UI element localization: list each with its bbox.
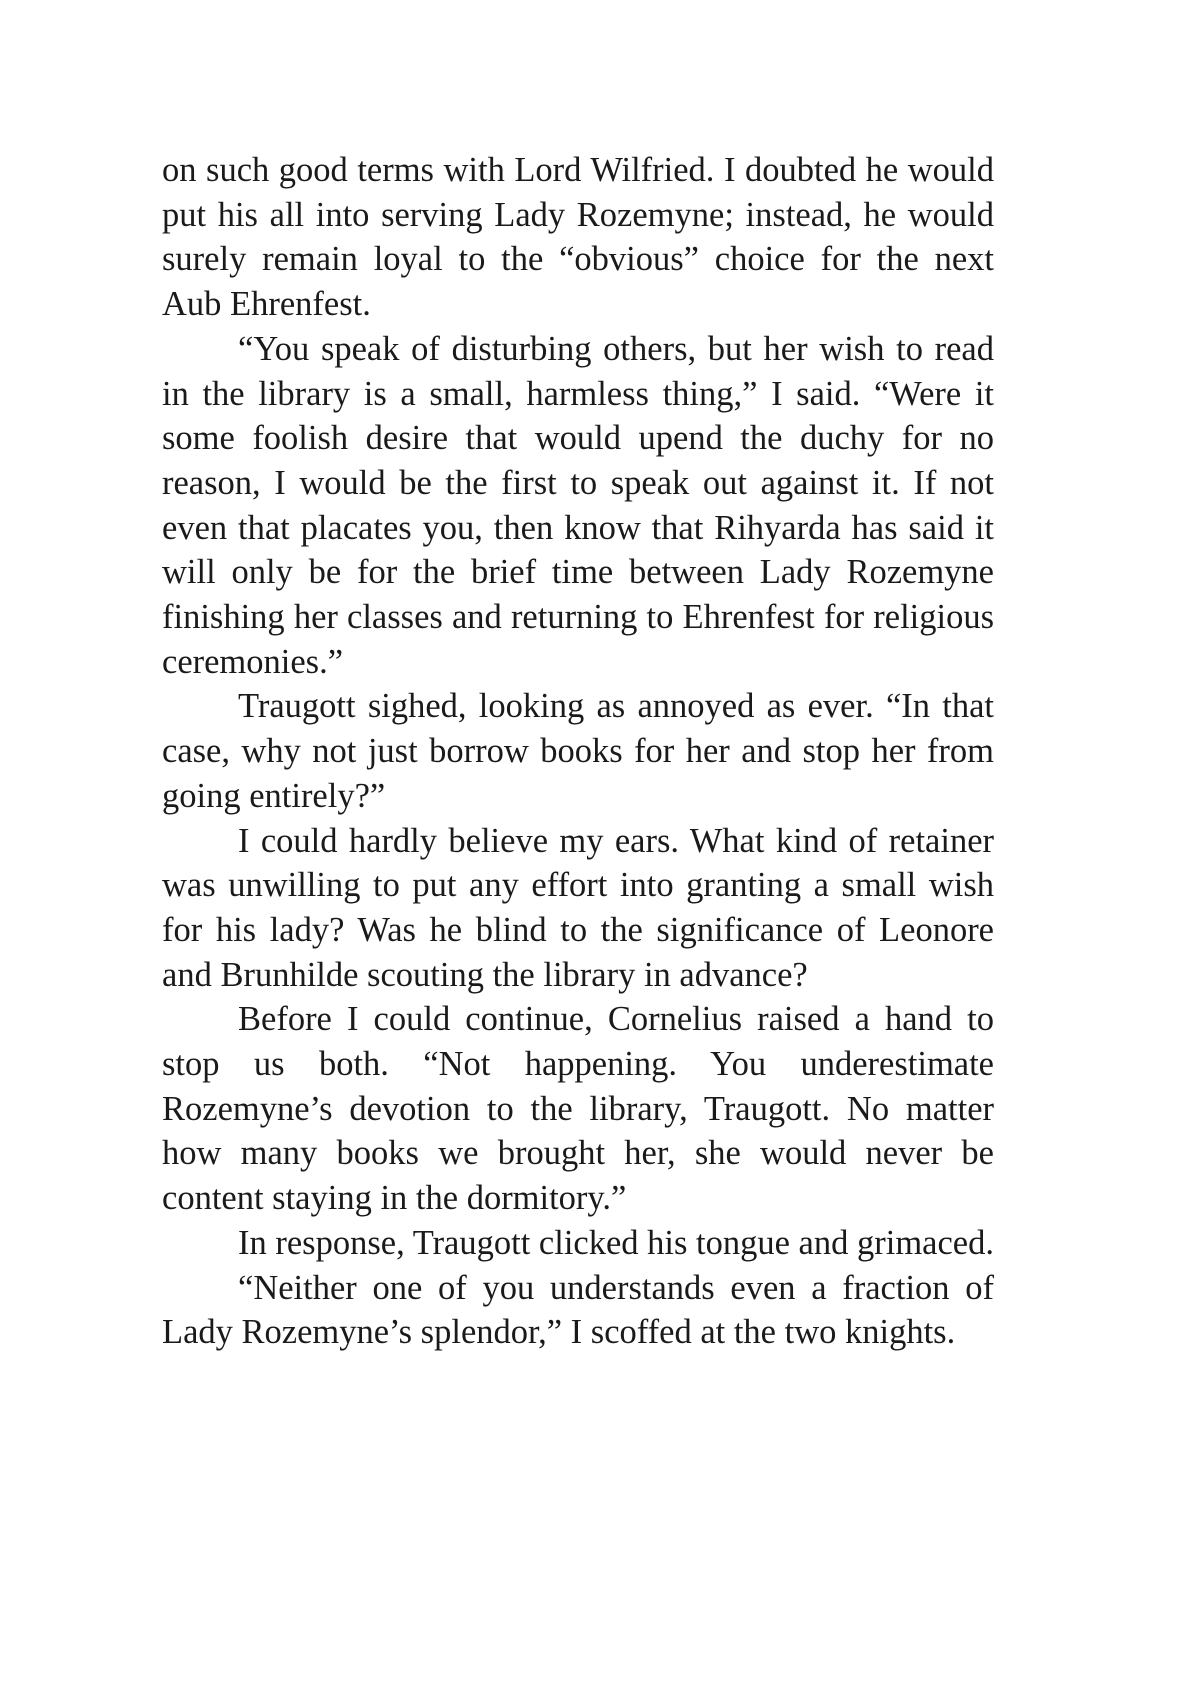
body-text (162, 148, 994, 1355)
paragraph: I could hardly believe my ears. What kind of retainer was unwilling to put any effort into granting a small wish for his lady? Was he blind to the significance of Leonore and Brunhilde scouting the library in advance? (162, 821, 994, 994)
paragraph: “Neither one of you understands even a fraction of Lady Rozemyne’s splendor,” I scoffed at the two knights. (162, 1268, 994, 1352)
paragraph: on such good terms with Lord Wilfried. I doubted he would put his all into serving Lady Rozemyne; instead, he would surely remain loyal to the “obvious” choice for the next Aub Ehrenfest. (162, 151, 994, 324)
paragraph: “You speak of disturbing others, but her wish to read in the library is a small, harmless thing,” I said. “Were it some foolish desire that would upend the duchy for no reason, I would be the first to speak out against it. If not even that placates you, then know that Rihyarda has said it will only be for the brief time between Lady Rozemyne finishing her classes and returning to Ehrenfest for religious ceremonies.” (162, 329, 994, 681)
paragraph: Traugott sighed, looking as annoyed as ever. “In that case, why not just borrow books for her and stop her from going entirely?” (162, 687, 994, 815)
paragraph: Before I could continue, Cornelius raised a hand to stop us both. “Not happening. You underestimate Rozemyne’s devotion to the library, Traugott. No matter how many books we brought her, she would never be content staying in the dormitory.” (162, 1000, 994, 1218)
paragraph: In response, Traugott clicked his tongue and grimaced. (238, 1223, 994, 1262)
